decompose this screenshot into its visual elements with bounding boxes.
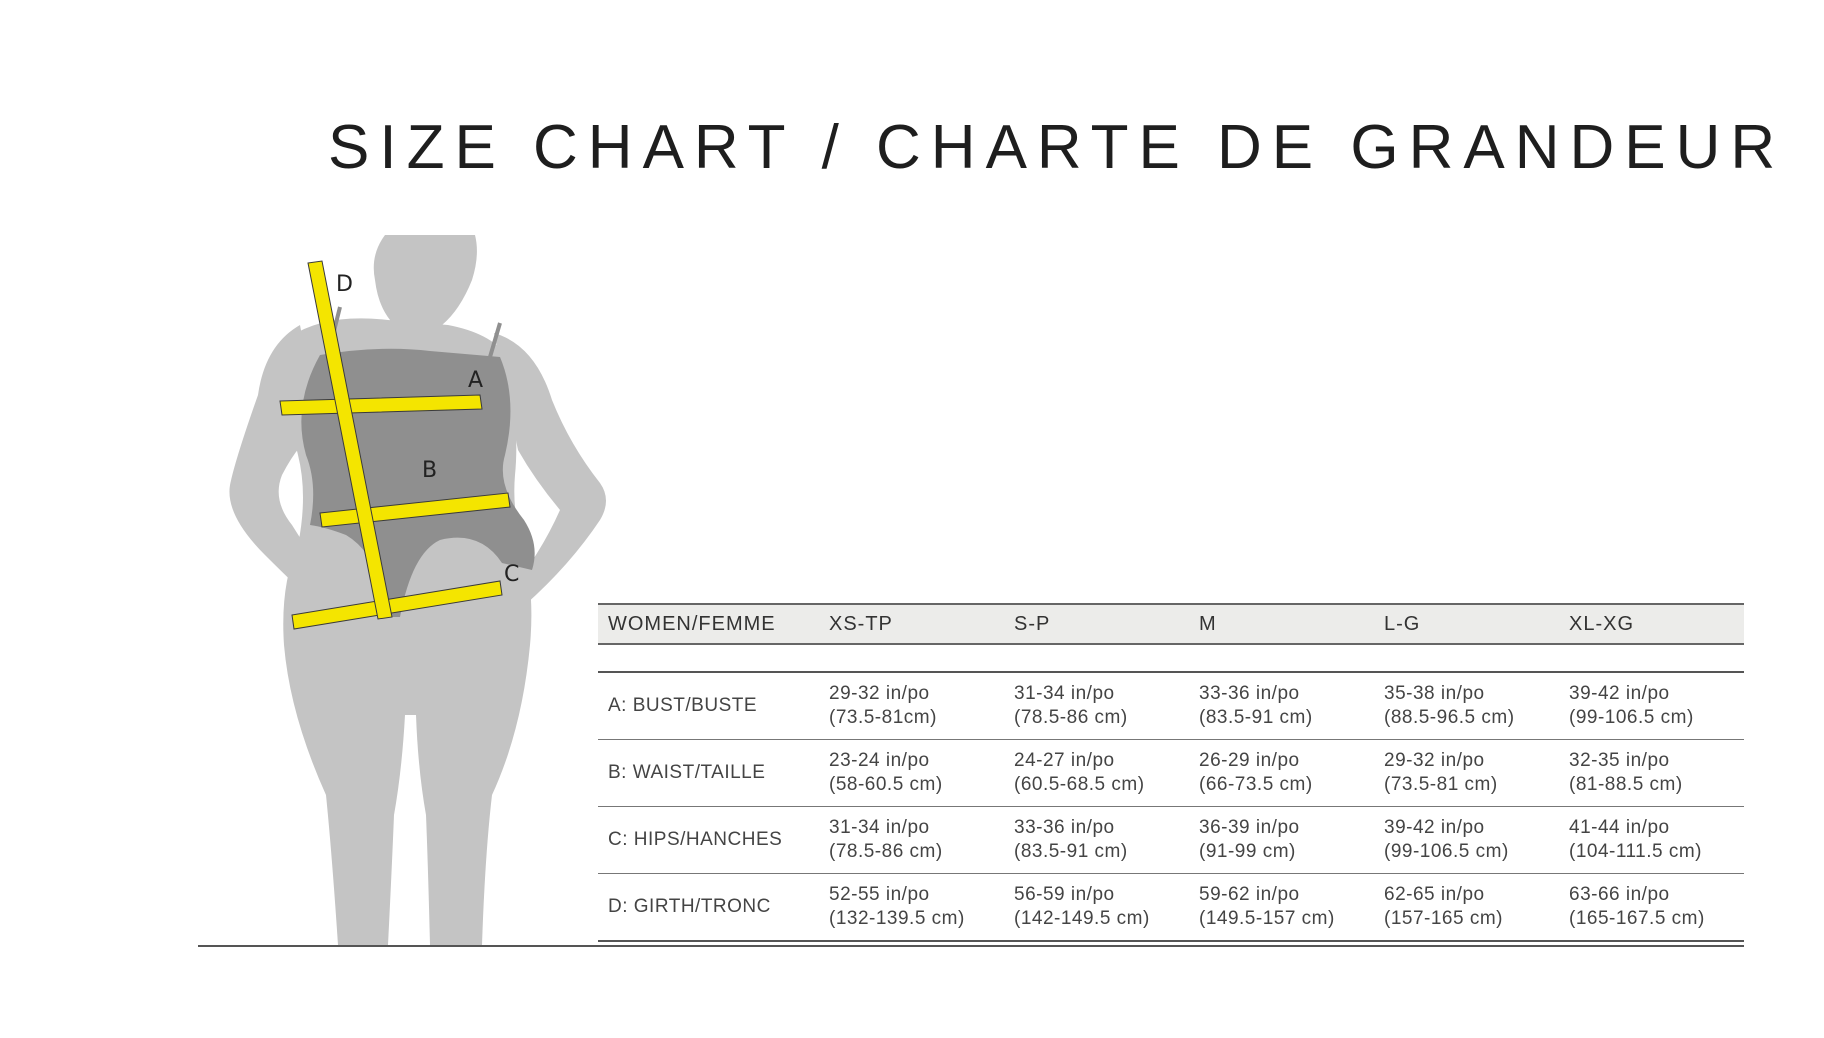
table-row-bust bbox=[598, 672, 1744, 740]
cell-inches: 24-27 in/po bbox=[1014, 750, 1115, 771]
table-cell bbox=[819, 874, 1004, 942]
table-spacer-row bbox=[598, 644, 1744, 672]
cell-cm: (88.5-96.5 cm) bbox=[1384, 707, 1515, 728]
table-cell bbox=[1189, 874, 1374, 942]
cell-cm: (73.5-81 cm) bbox=[1384, 774, 1498, 795]
cell-inches: 52-55 in/po bbox=[829, 884, 930, 905]
cell-inches: 32-35 in/po bbox=[1569, 750, 1670, 771]
cell-inches: 36-39 in/po bbox=[1199, 817, 1300, 838]
figure-label-c: C bbox=[504, 562, 520, 587]
cell-cm: (104-111.5 cm) bbox=[1569, 841, 1703, 862]
cell-cm: (58-60.5 cm) bbox=[829, 774, 943, 795]
cell-inches: 41-44 in/po bbox=[1569, 817, 1670, 838]
cell-cm: (132-139.5 cm) bbox=[829, 908, 965, 929]
cell-inches: 39-42 in/po bbox=[1384, 817, 1485, 838]
header-m: M bbox=[1189, 604, 1374, 644]
table-cell bbox=[1189, 807, 1374, 874]
table-cell bbox=[1004, 807, 1189, 874]
cell-cm: (78.5-86 cm) bbox=[829, 841, 943, 862]
body-measurement-figure bbox=[180, 225, 620, 955]
table-cell bbox=[1374, 807, 1559, 874]
figure-label-a: A bbox=[468, 368, 484, 393]
baseline-divider bbox=[198, 945, 1744, 947]
cell-inches: 33-36 in/po bbox=[1014, 817, 1115, 838]
cell-inches: 56-59 in/po bbox=[1014, 884, 1115, 905]
header-xs: XS-TP bbox=[819, 604, 1004, 644]
cell-cm: (142-149.5 cm) bbox=[1014, 908, 1150, 929]
header-women: WOMEN/FEMME bbox=[598, 604, 819, 644]
cell-inches: 26-29 in/po bbox=[1199, 750, 1300, 771]
figure-label-b: B bbox=[422, 458, 438, 483]
cell-cm: (149.5-157 cm) bbox=[1199, 908, 1335, 929]
size-table bbox=[598, 603, 1744, 942]
cell-cm: (83.5-91 cm) bbox=[1014, 841, 1128, 862]
row-label: C: HIPS/HANCHES bbox=[598, 807, 819, 874]
table-cell bbox=[1374, 874, 1559, 942]
cell-cm: (81-88.5 cm) bbox=[1569, 774, 1683, 795]
cell-cm: (60.5-68.5 cm) bbox=[1014, 774, 1145, 795]
table-cell bbox=[1559, 874, 1744, 942]
table-row-girth bbox=[598, 874, 1744, 942]
table-cell bbox=[1374, 672, 1559, 740]
cell-inches: 33-36 in/po bbox=[1199, 683, 1300, 704]
cell-inches: 31-34 in/po bbox=[1014, 683, 1115, 704]
row-label: A: BUST/BUSTE bbox=[598, 672, 819, 740]
table-cell bbox=[1559, 672, 1744, 740]
cell-cm: (99-106.5 cm) bbox=[1384, 841, 1509, 862]
table-cell bbox=[1559, 740, 1744, 807]
cell-inches: 29-32 in/po bbox=[1384, 750, 1485, 771]
row-label: B: WAIST/TAILLE bbox=[598, 740, 819, 807]
row-label: D: GIRTH/TRONC bbox=[598, 874, 819, 942]
table-cell bbox=[819, 740, 1004, 807]
table-cell bbox=[819, 672, 1004, 740]
cell-inches: 39-42 in/po bbox=[1569, 683, 1670, 704]
table-cell bbox=[819, 807, 1004, 874]
table-cell bbox=[1189, 672, 1374, 740]
cell-inches: 62-65 in/po bbox=[1384, 884, 1485, 905]
cell-cm: (73.5-81cm) bbox=[829, 707, 937, 728]
cell-inches: 35-38 in/po bbox=[1384, 683, 1485, 704]
cell-cm: (157-165 cm) bbox=[1384, 908, 1503, 929]
cell-cm: (66-73.5 cm) bbox=[1199, 774, 1313, 795]
page-title: SIZE CHART / CHARTE DE GRANDEUR bbox=[328, 113, 1786, 182]
cell-cm: (78.5-86 cm) bbox=[1014, 707, 1128, 728]
cell-cm: (165-167.5 cm) bbox=[1569, 908, 1705, 929]
table-cell bbox=[1374, 740, 1559, 807]
table-cell bbox=[1004, 672, 1189, 740]
cell-inches: 29-32 in/po bbox=[829, 683, 930, 704]
figure-label-d: D bbox=[336, 272, 353, 297]
cell-inches: 31-34 in/po bbox=[829, 817, 930, 838]
header-l: L-G bbox=[1374, 604, 1559, 644]
table-cell bbox=[1559, 807, 1744, 874]
body-silhouette bbox=[229, 235, 606, 945]
cell-inches: 23-24 in/po bbox=[829, 750, 930, 771]
cell-inches: 59-62 in/po bbox=[1199, 884, 1300, 905]
table-header-row bbox=[598, 604, 1744, 644]
table-row-hips bbox=[598, 807, 1744, 874]
cell-cm: (83.5-91 cm) bbox=[1199, 707, 1313, 728]
header-xl: XL-XG bbox=[1559, 604, 1744, 644]
table-cell bbox=[1004, 874, 1189, 942]
cell-cm: (99-106.5 cm) bbox=[1569, 707, 1694, 728]
cell-inches: 63-66 in/po bbox=[1569, 884, 1670, 905]
header-s: S-P bbox=[1004, 604, 1189, 644]
table-cell bbox=[1004, 740, 1189, 807]
cell-cm: (91-99 cm) bbox=[1199, 841, 1296, 862]
table-cell bbox=[1189, 740, 1374, 807]
table-row-waist bbox=[598, 740, 1744, 807]
